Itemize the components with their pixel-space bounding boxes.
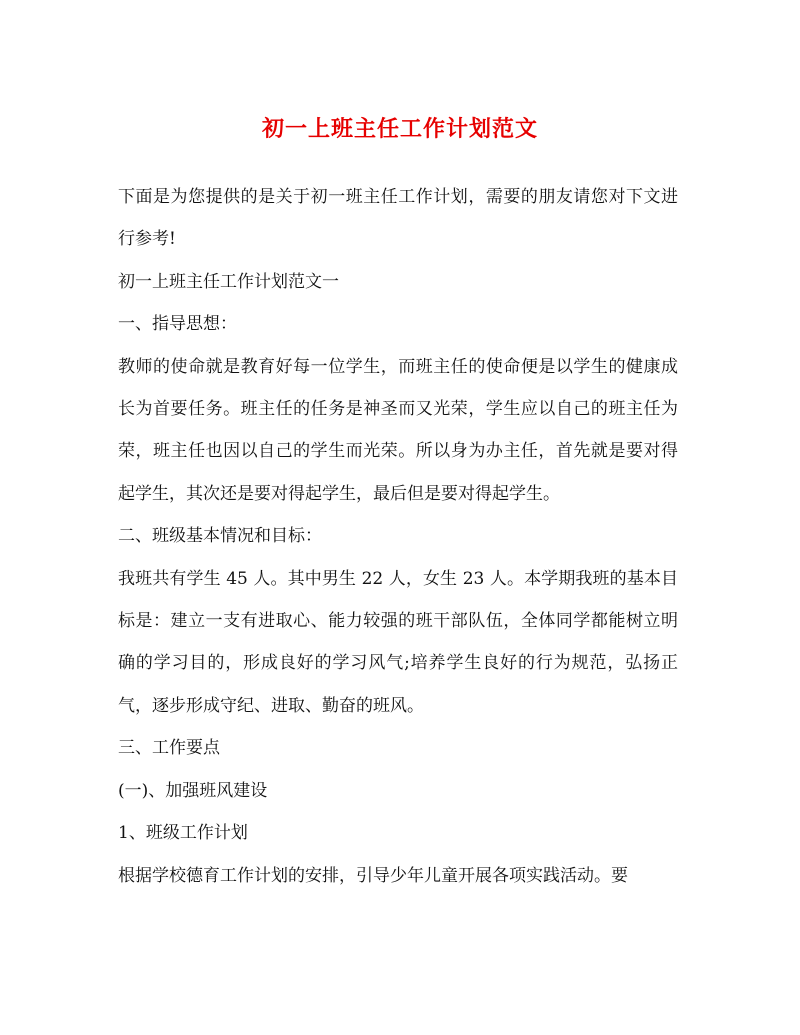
subheading-class-work-plan: 1、班级工作计划 bbox=[118, 823, 248, 844]
section-heading-work-points: 三、工作要点 bbox=[118, 738, 220, 759]
section-heading-class-situation: 二、班级基本情况和目标： bbox=[118, 526, 322, 547]
document-body bbox=[118, 176, 678, 897]
subheading-class-style: (一)、加强班风建设 bbox=[118, 780, 268, 801]
paragraph-class-stats-goals: 我班共有学生 45 人。其中男生 22 人，女生 23 人。本学期我班的基本目标是：建立一支有进取心、能力较强的班干部队伍，全体同学都能树立明确的学习目的，形成良好的学习风气;培养学生良好的行为规范，弘扬正气，逐步形成守纪、进取、勤奋的班风。 bbox=[118, 568, 678, 716]
paragraph-teacher-mission: 教师的使命就是教育好每一位学生，而班主任的使命便是以学生的健康成长为首要任务。班主任的任务是神圣而又光荣，学生应以自己的班主任为荣，班主任也因以自己的学生而光荣。所以身为办主任，首先就是要对得起学生，其次还是要对得起学生，最后但是要对得起学生。 bbox=[118, 356, 678, 504]
document-title: 初一上班主任工作计划范文 bbox=[261, 116, 538, 142]
section-heading-guiding-ideology: 一、指导思想： bbox=[118, 314, 237, 335]
intro-paragraph: 下面是为您提供的是关于初一班主任工作计划，需要的朋友请您对下文进行参考! bbox=[118, 187, 678, 250]
section-heading-sample-one: 初一上班主任工作计划范文一 bbox=[118, 271, 339, 292]
paragraph-activities: 根据学校德育工作计划的安排，引导少年儿童开展各项实践活动。要 bbox=[118, 865, 628, 886]
